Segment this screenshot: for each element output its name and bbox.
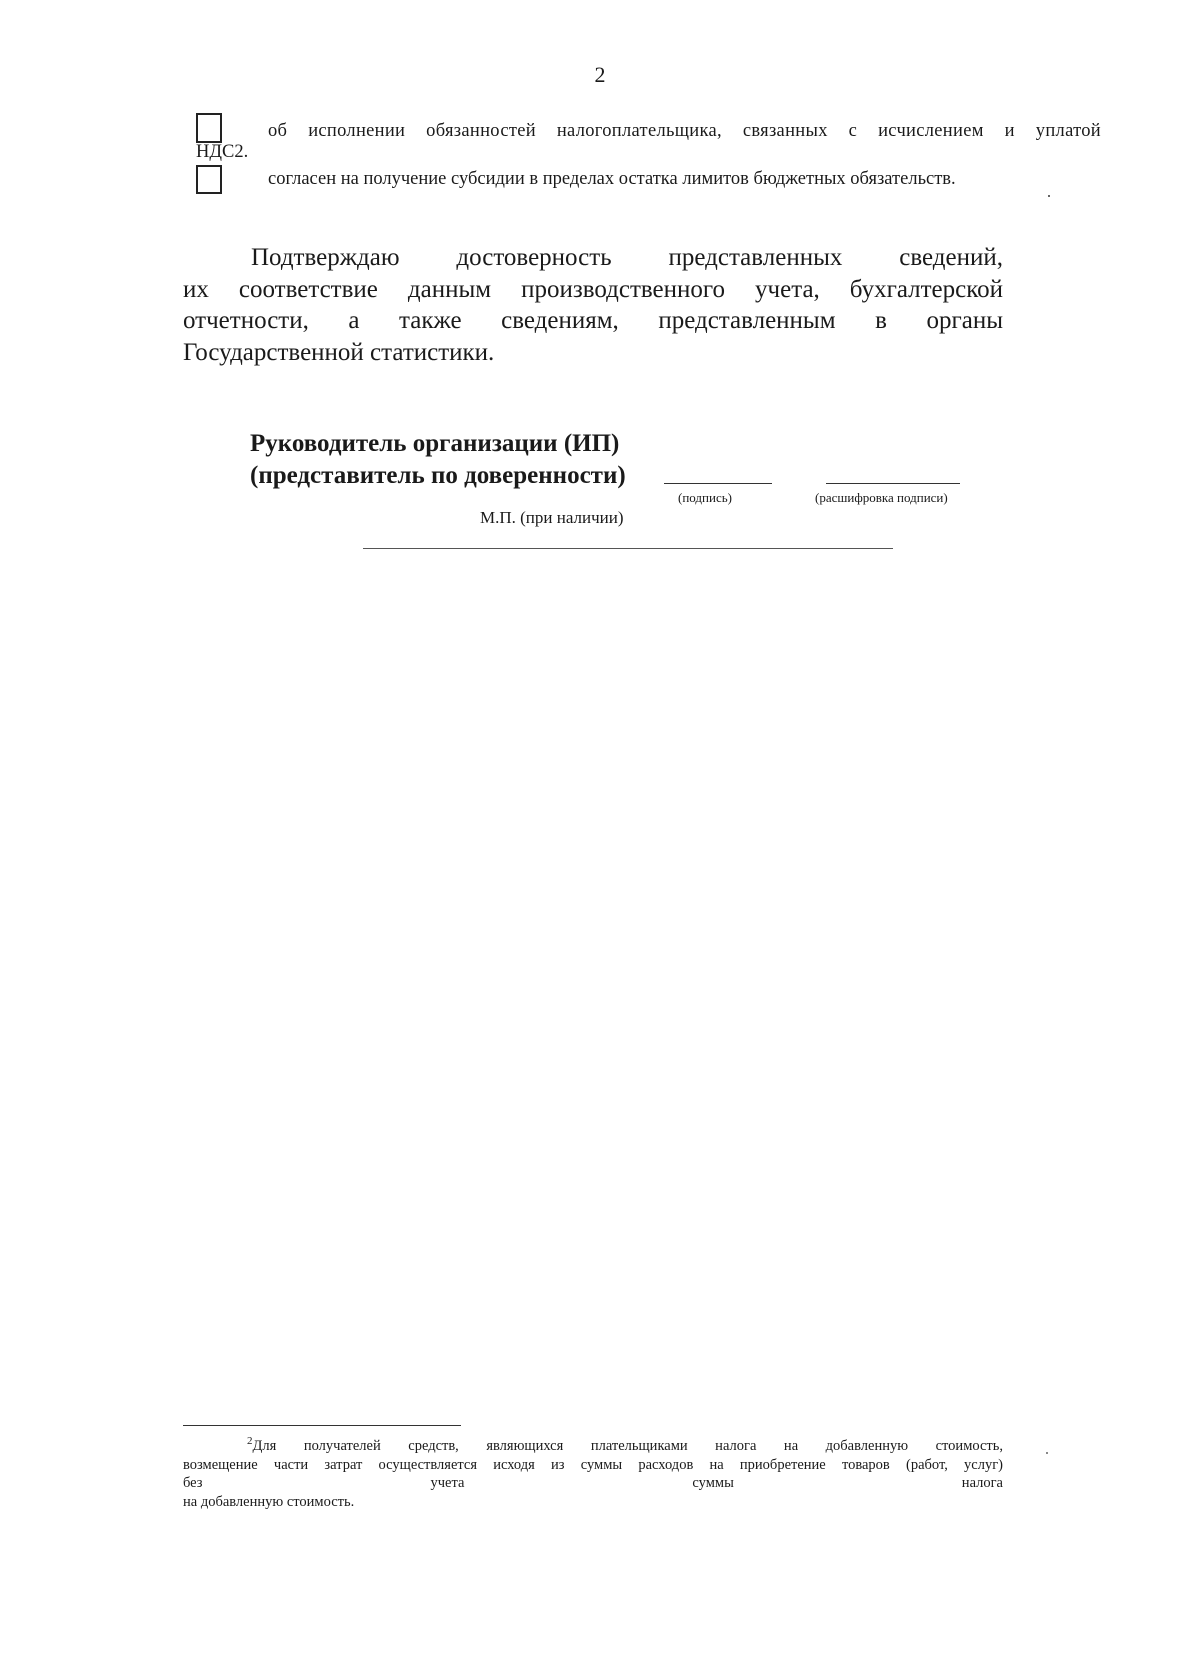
signatory-title bbox=[250, 428, 626, 492]
checkbox-vat-obligations[interactable] bbox=[196, 113, 222, 143]
signature-field[interactable] bbox=[664, 483, 772, 484]
footnote-line: на добавленную стоимость. bbox=[183, 1493, 355, 1510]
confirmation-line: Подтверждаю достоверность представленных сведений, bbox=[251, 244, 1003, 271]
footnote-line: без учета суммы налога bbox=[183, 1475, 1003, 1491]
signatory-title-line1: Руководитель организации (ИП) bbox=[250, 430, 620, 457]
footnote-mark: 2 bbox=[247, 1435, 253, 1448]
confirmation-line: их соответствие данным производственного учета, бухгалтерской bbox=[183, 275, 1003, 303]
option-subsidy-consent-text: согласен на получение субсидии в пределах остатка лимитов бюджетных обязательств. bbox=[268, 169, 956, 189]
scan-speck bbox=[1048, 195, 1050, 197]
footnote-line: возмещение части затрат осуществляется исходя из суммы расходов на приобретение товаров (работ, услуг) bbox=[183, 1456, 1003, 1473]
confirmation-line: отчетности, а также сведениям, представленным в органы bbox=[183, 307, 1003, 334]
signature-caption: (подпись) bbox=[678, 490, 732, 505]
footnote-separator bbox=[183, 1425, 461, 1426]
footnote bbox=[183, 1437, 1003, 1511]
signature-decode-field[interactable] bbox=[826, 483, 960, 484]
confirmation-line: Государственной статистики. bbox=[183, 338, 495, 366]
divider bbox=[363, 548, 893, 549]
stamp-place: М.П. (при наличии) bbox=[480, 508, 624, 527]
checkbox-subsidy-consent[interactable] bbox=[196, 165, 222, 194]
option-vat-obligations-continuation: НДС2. bbox=[196, 142, 249, 162]
option-vat-obligations-text: об исполнении обязанностей налогоплательщика, связанных с исчислением и уплатой bbox=[268, 121, 1101, 141]
confirmation-paragraph bbox=[183, 242, 1003, 368]
footnote-line bbox=[183, 1437, 1003, 1456]
signature-decode-caption: (расшифровка подписи) bbox=[815, 490, 948, 505]
signatory-title-line2: (представитель по доверенности) bbox=[250, 462, 626, 489]
page-number: 2 bbox=[594, 62, 606, 87]
scan-speck bbox=[1046, 1452, 1048, 1454]
footnote-line1-text: Для получателей средств, являющихся плательщиками налога на добавленную стоимость, bbox=[252, 1438, 1003, 1454]
